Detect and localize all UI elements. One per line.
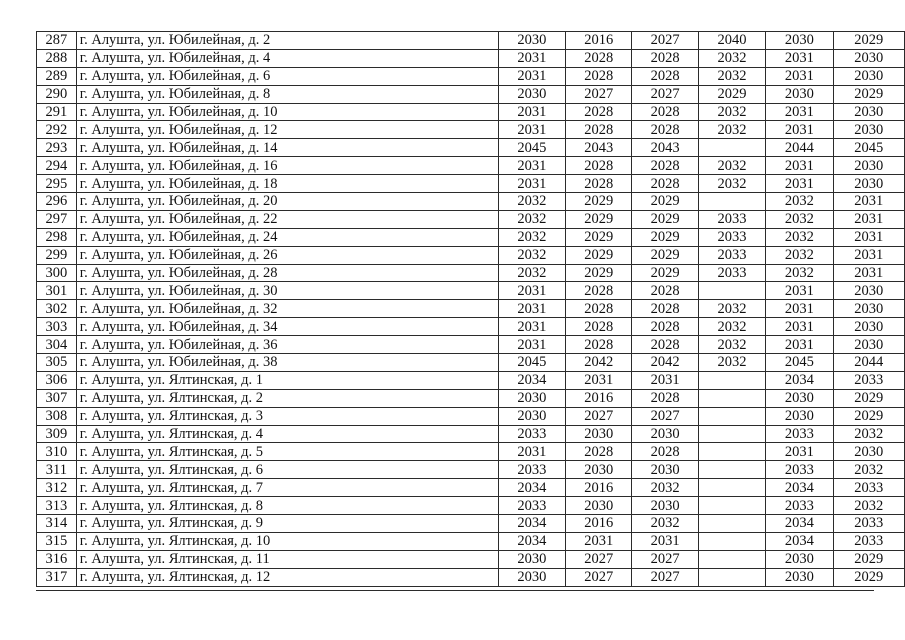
year-cell: 2031 xyxy=(498,175,565,193)
address-cell: г. Алушта, ул. Юбилейная, д. 8 xyxy=(76,85,498,103)
year-cell: 2031 xyxy=(833,193,904,211)
year-cell: 2031 xyxy=(766,443,833,461)
year-cell: 2032 xyxy=(766,246,833,264)
year-cell: 2033 xyxy=(698,246,765,264)
address-cell: г. Алушта, ул. Ялтинская, д. 9 xyxy=(76,515,498,533)
row-number-cell: 303 xyxy=(37,318,77,336)
year-cell: 2032 xyxy=(698,300,765,318)
address-cell: г. Алушта, ул. Юбилейная, д. 14 xyxy=(76,139,498,157)
address-cell: г. Алушта, ул. Юбилейная, д. 38 xyxy=(76,354,498,372)
year-cell: 2028 xyxy=(632,443,698,461)
year-cell: 2034 xyxy=(766,371,833,389)
year-cell: 2028 xyxy=(566,443,632,461)
year-cell: 2042 xyxy=(566,354,632,372)
address-cell: г. Алушта, ул. Ялтинская, д. 2 xyxy=(76,389,498,407)
year-cell: 2032 xyxy=(632,479,698,497)
row-number-cell: 297 xyxy=(37,210,77,228)
year-cell: 2028 xyxy=(632,300,698,318)
year-cell: 2031 xyxy=(498,300,565,318)
year-cell: 2033 xyxy=(833,515,904,533)
address-cell: г. Алушта, ул. Ялтинская, д. 5 xyxy=(76,443,498,461)
year-cell: 2029 xyxy=(632,264,698,282)
address-cell: г. Алушта, ул. Ялтинская, д. 10 xyxy=(76,532,498,550)
year-cell: 2029 xyxy=(833,550,904,568)
row-number-cell: 313 xyxy=(37,497,77,515)
year-cell: 2034 xyxy=(498,515,565,533)
year-cell: 2032 xyxy=(698,157,765,175)
year-cell: 2027 xyxy=(632,550,698,568)
year-cell xyxy=(698,425,765,443)
year-cell: 2030 xyxy=(766,568,833,586)
table-row xyxy=(37,354,905,372)
table-row xyxy=(37,407,905,425)
row-number-cell: 309 xyxy=(37,425,77,443)
year-cell: 2028 xyxy=(566,318,632,336)
row-number-cell: 304 xyxy=(37,336,77,354)
year-cell: 2028 xyxy=(566,336,632,354)
year-cell: 2030 xyxy=(498,389,565,407)
table-row xyxy=(37,318,905,336)
table-row xyxy=(37,49,905,67)
row-number-cell: 293 xyxy=(37,139,77,157)
year-cell: 2031 xyxy=(766,157,833,175)
table-row xyxy=(37,264,905,282)
year-cell xyxy=(698,550,765,568)
address-cell: г. Алушта, ул. Юбилейная, д. 6 xyxy=(76,67,498,85)
year-cell: 2028 xyxy=(632,103,698,121)
year-cell: 2031 xyxy=(766,318,833,336)
row-number-cell: 307 xyxy=(37,389,77,407)
year-cell: 2032 xyxy=(498,193,565,211)
year-cell: 2030 xyxy=(833,49,904,67)
year-cell: 2027 xyxy=(632,85,698,103)
year-cell xyxy=(698,282,765,300)
year-cell: 2045 xyxy=(498,139,565,157)
year-cell: 2031 xyxy=(833,246,904,264)
table-row xyxy=(37,479,905,497)
year-cell xyxy=(698,568,765,586)
year-cell: 2031 xyxy=(833,210,904,228)
table-row xyxy=(37,425,905,443)
table-row xyxy=(37,515,905,533)
address-cell: г. Алушта, ул. Юбилейная, д. 24 xyxy=(76,228,498,246)
row-number-cell: 312 xyxy=(37,479,77,497)
address-cell: г. Алушта, ул. Ялтинская, д. 1 xyxy=(76,371,498,389)
year-cell: 2033 xyxy=(833,532,904,550)
year-cell: 2030 xyxy=(833,318,904,336)
row-number-cell: 305 xyxy=(37,354,77,372)
table-row xyxy=(37,246,905,264)
year-cell: 2028 xyxy=(632,282,698,300)
year-cell: 2029 xyxy=(566,210,632,228)
year-cell: 2030 xyxy=(498,568,565,586)
address-cell: г. Алушта, ул. Юбилейная, д. 26 xyxy=(76,246,498,264)
year-cell: 2031 xyxy=(566,371,632,389)
year-cell xyxy=(698,389,765,407)
table-row xyxy=(37,389,905,407)
year-cell xyxy=(698,193,765,211)
year-cell xyxy=(698,461,765,479)
year-cell: 2034 xyxy=(766,532,833,550)
year-cell: 2032 xyxy=(698,103,765,121)
year-cell: 2031 xyxy=(498,67,565,85)
row-number-cell: 310 xyxy=(37,443,77,461)
year-cell: 2029 xyxy=(566,228,632,246)
year-cell: 2034 xyxy=(498,532,565,550)
year-cell: 2030 xyxy=(498,407,565,425)
year-cell: 2032 xyxy=(833,497,904,515)
year-cell: 2029 xyxy=(833,407,904,425)
year-cell: 2028 xyxy=(632,157,698,175)
table-row xyxy=(37,336,905,354)
year-cell: 2027 xyxy=(566,85,632,103)
year-cell: 2032 xyxy=(498,228,565,246)
year-cell: 2027 xyxy=(632,407,698,425)
year-cell: 2027 xyxy=(566,550,632,568)
address-cell: г. Алушта, ул. Юбилейная, д. 30 xyxy=(76,282,498,300)
row-number-cell: 314 xyxy=(37,515,77,533)
year-cell: 2045 xyxy=(833,139,904,157)
year-cell: 2034 xyxy=(498,371,565,389)
year-cell: 2031 xyxy=(766,300,833,318)
row-number-cell: 291 xyxy=(37,103,77,121)
year-cell: 2030 xyxy=(833,443,904,461)
year-cell: 2030 xyxy=(498,85,565,103)
year-cell xyxy=(698,443,765,461)
year-cell: 2045 xyxy=(498,354,565,372)
year-cell: 2032 xyxy=(698,336,765,354)
table-row xyxy=(37,121,905,139)
year-cell: 2029 xyxy=(833,32,904,50)
table-row xyxy=(37,103,905,121)
row-number-cell: 300 xyxy=(37,264,77,282)
address-cell: г. Алушта, ул. Юбилейная, д. 16 xyxy=(76,157,498,175)
year-cell: 2031 xyxy=(766,121,833,139)
year-cell: 2031 xyxy=(833,264,904,282)
address-cell: г. Алушта, ул. Юбилейная, д. 18 xyxy=(76,175,498,193)
year-cell: 2028 xyxy=(566,103,632,121)
year-cell: 2031 xyxy=(498,443,565,461)
row-number-cell: 298 xyxy=(37,228,77,246)
year-cell: 2031 xyxy=(566,532,632,550)
year-cell: 2030 xyxy=(833,121,904,139)
address-cell: г. Алушта, ул. Юбилейная, д. 4 xyxy=(76,49,498,67)
table-row xyxy=(37,210,905,228)
year-cell: 2029 xyxy=(632,246,698,264)
year-cell: 2028 xyxy=(632,67,698,85)
year-cell: 2032 xyxy=(498,210,565,228)
year-cell: 2016 xyxy=(566,389,632,407)
year-cell: 2031 xyxy=(766,175,833,193)
row-number-cell: 287 xyxy=(37,32,77,50)
year-cell: 2031 xyxy=(833,228,904,246)
address-cell: г. Алушта, ул. Юбилейная, д. 32 xyxy=(76,300,498,318)
year-cell: 2030 xyxy=(498,550,565,568)
row-number-cell: 317 xyxy=(37,568,77,586)
year-cell: 2028 xyxy=(566,300,632,318)
table-row xyxy=(37,228,905,246)
year-cell: 2028 xyxy=(566,67,632,85)
year-cell: 2033 xyxy=(698,264,765,282)
year-cell: 2032 xyxy=(833,461,904,479)
year-cell: 2031 xyxy=(498,49,565,67)
year-cell: 2031 xyxy=(498,336,565,354)
year-cell: 2044 xyxy=(766,139,833,157)
row-number-cell: 316 xyxy=(37,550,77,568)
year-cell: 2032 xyxy=(766,193,833,211)
year-cell: 2029 xyxy=(566,246,632,264)
row-number-cell: 315 xyxy=(37,532,77,550)
address-cell: г. Алушта, ул. Ялтинская, д. 7 xyxy=(76,479,498,497)
year-cell: 2042 xyxy=(632,354,698,372)
year-cell: 2032 xyxy=(632,515,698,533)
table-row xyxy=(37,157,905,175)
year-cell: 2030 xyxy=(632,425,698,443)
year-cell: 2029 xyxy=(632,210,698,228)
year-cell: 2044 xyxy=(833,354,904,372)
year-cell: 2032 xyxy=(698,175,765,193)
year-cell: 2016 xyxy=(566,479,632,497)
year-cell: 2032 xyxy=(698,354,765,372)
year-cell: 2029 xyxy=(566,264,632,282)
year-cell: 2031 xyxy=(498,318,565,336)
year-cell: 2031 xyxy=(766,103,833,121)
year-cell: 2030 xyxy=(766,550,833,568)
year-cell: 2028 xyxy=(566,49,632,67)
year-cell: 2031 xyxy=(498,157,565,175)
year-cell: 2032 xyxy=(698,121,765,139)
year-cell xyxy=(698,407,765,425)
year-cell: 2031 xyxy=(498,121,565,139)
year-cell: 2031 xyxy=(498,103,565,121)
table-row xyxy=(37,67,905,85)
year-cell: 2027 xyxy=(632,32,698,50)
year-cell: 2030 xyxy=(498,32,565,50)
address-cell: г. Алушта, ул. Ялтинская, д. 8 xyxy=(76,497,498,515)
year-cell: 2030 xyxy=(833,336,904,354)
row-number-cell: 302 xyxy=(37,300,77,318)
year-cell: 2030 xyxy=(833,67,904,85)
address-cell: г. Алушта, ул. Ялтинская, д. 3 xyxy=(76,407,498,425)
year-cell: 2030 xyxy=(766,85,833,103)
year-cell: 2032 xyxy=(698,318,765,336)
year-cell: 2028 xyxy=(566,282,632,300)
year-cell: 2032 xyxy=(766,210,833,228)
year-cell: 2034 xyxy=(766,515,833,533)
year-cell: 2043 xyxy=(566,139,632,157)
year-cell xyxy=(698,515,765,533)
year-cell: 2027 xyxy=(632,568,698,586)
year-cell: 2031 xyxy=(632,532,698,550)
year-cell: 2028 xyxy=(632,318,698,336)
row-number-cell: 301 xyxy=(37,282,77,300)
table-row xyxy=(37,282,905,300)
year-cell: 2030 xyxy=(766,32,833,50)
row-number-cell: 292 xyxy=(37,121,77,139)
year-cell: 2016 xyxy=(566,515,632,533)
year-cell: 2032 xyxy=(498,264,565,282)
table-row xyxy=(37,532,905,550)
table-body xyxy=(37,32,905,587)
year-cell: 2031 xyxy=(766,67,833,85)
year-cell: 2029 xyxy=(566,193,632,211)
year-cell: 2028 xyxy=(632,175,698,193)
year-cell: 2032 xyxy=(833,425,904,443)
address-cell: г. Алушта, ул. Юбилейная, д. 28 xyxy=(76,264,498,282)
year-cell: 2030 xyxy=(632,497,698,515)
address-cell: г. Алушта, ул. Юбилейная, д. 36 xyxy=(76,336,498,354)
address-cell: г. Алушта, ул. Ялтинская, д. 11 xyxy=(76,550,498,568)
address-cell: г. Алушта, ул. Ялтинская, д. 6 xyxy=(76,461,498,479)
year-cell: 2032 xyxy=(766,228,833,246)
row-number-cell: 290 xyxy=(37,85,77,103)
row-number-cell: 299 xyxy=(37,246,77,264)
table-row xyxy=(37,371,905,389)
row-number-cell: 289 xyxy=(37,67,77,85)
year-cell: 2030 xyxy=(833,300,904,318)
year-cell: 2033 xyxy=(833,371,904,389)
year-cell: 2029 xyxy=(632,193,698,211)
year-cell: 2029 xyxy=(833,389,904,407)
address-cell: г. Алушта, ул. Ялтинская, д. 4 xyxy=(76,425,498,443)
table-row xyxy=(37,85,905,103)
row-number-cell: 311 xyxy=(37,461,77,479)
housing-repair-schedule-table xyxy=(36,31,905,587)
row-number-cell: 306 xyxy=(37,371,77,389)
table-row xyxy=(37,193,905,211)
row-number-cell: 295 xyxy=(37,175,77,193)
year-cell: 2040 xyxy=(698,32,765,50)
year-cell xyxy=(698,497,765,515)
row-number-cell: 288 xyxy=(37,49,77,67)
table-row xyxy=(37,497,905,515)
address-cell: г. Алушта, ул. Юбилейная, д. 20 xyxy=(76,193,498,211)
address-cell: г. Алушта, ул. Юбилейная, д. 12 xyxy=(76,121,498,139)
year-cell: 2033 xyxy=(498,461,565,479)
year-cell: 2033 xyxy=(498,425,565,443)
year-cell: 2030 xyxy=(833,282,904,300)
address-cell: г. Алушта, ул. Ялтинская, д. 12 xyxy=(76,568,498,586)
year-cell: 2028 xyxy=(632,389,698,407)
year-cell: 2030 xyxy=(766,389,833,407)
address-cell: г. Алушта, ул. Юбилейная, д. 34 xyxy=(76,318,498,336)
year-cell: 2030 xyxy=(766,407,833,425)
table-row xyxy=(37,32,905,50)
year-cell: 2043 xyxy=(632,139,698,157)
year-cell: 2028 xyxy=(632,49,698,67)
year-cell: 2032 xyxy=(766,264,833,282)
year-cell xyxy=(698,371,765,389)
year-cell: 2034 xyxy=(498,479,565,497)
year-cell: 2028 xyxy=(566,175,632,193)
year-cell: 2034 xyxy=(766,479,833,497)
year-cell: 2029 xyxy=(632,228,698,246)
year-cell: 2031 xyxy=(766,282,833,300)
year-cell: 2029 xyxy=(833,568,904,586)
address-cell: г. Алушта, ул. Юбилейная, д. 22 xyxy=(76,210,498,228)
table-bottom-border xyxy=(36,590,874,591)
year-cell: 2033 xyxy=(498,497,565,515)
year-cell: 2031 xyxy=(766,336,833,354)
table-row xyxy=(37,461,905,479)
year-cell: 2033 xyxy=(698,210,765,228)
year-cell: 2027 xyxy=(566,568,632,586)
year-cell xyxy=(698,479,765,497)
year-cell: 2028 xyxy=(566,157,632,175)
year-cell: 2033 xyxy=(766,425,833,443)
table-row xyxy=(37,550,905,568)
year-cell: 2031 xyxy=(498,282,565,300)
year-cell: 2027 xyxy=(566,407,632,425)
table-row xyxy=(37,139,905,157)
year-cell: 2033 xyxy=(833,479,904,497)
address-cell: г. Алушта, ул. Юбилейная, д. 10 xyxy=(76,103,498,121)
year-cell xyxy=(698,139,765,157)
year-cell: 2033 xyxy=(698,228,765,246)
table-row xyxy=(37,175,905,193)
year-cell: 2028 xyxy=(566,121,632,139)
year-cell: 2033 xyxy=(766,461,833,479)
year-cell: 2033 xyxy=(766,497,833,515)
row-number-cell: 296 xyxy=(37,193,77,211)
year-cell: 2030 xyxy=(833,103,904,121)
year-cell: 2030 xyxy=(566,425,632,443)
year-cell: 2030 xyxy=(833,157,904,175)
year-cell: 2031 xyxy=(766,49,833,67)
table-row xyxy=(37,300,905,318)
year-cell: 2031 xyxy=(632,371,698,389)
year-cell: 2028 xyxy=(632,121,698,139)
year-cell: 2032 xyxy=(498,246,565,264)
year-cell: 2029 xyxy=(833,85,904,103)
year-cell: 2045 xyxy=(766,354,833,372)
year-cell: 2030 xyxy=(566,497,632,515)
year-cell: 2030 xyxy=(566,461,632,479)
year-cell: 2030 xyxy=(632,461,698,479)
row-number-cell: 294 xyxy=(37,157,77,175)
year-cell: 2016 xyxy=(566,32,632,50)
table-row xyxy=(37,443,905,461)
year-cell: 2028 xyxy=(632,336,698,354)
address-cell: г. Алушта, ул. Юбилейная, д. 2 xyxy=(76,32,498,50)
year-cell: 2032 xyxy=(698,67,765,85)
row-number-cell: 308 xyxy=(37,407,77,425)
year-cell xyxy=(698,532,765,550)
year-cell: 2030 xyxy=(833,175,904,193)
year-cell: 2029 xyxy=(698,85,765,103)
year-cell: 2032 xyxy=(698,49,765,67)
table-row xyxy=(37,568,905,586)
